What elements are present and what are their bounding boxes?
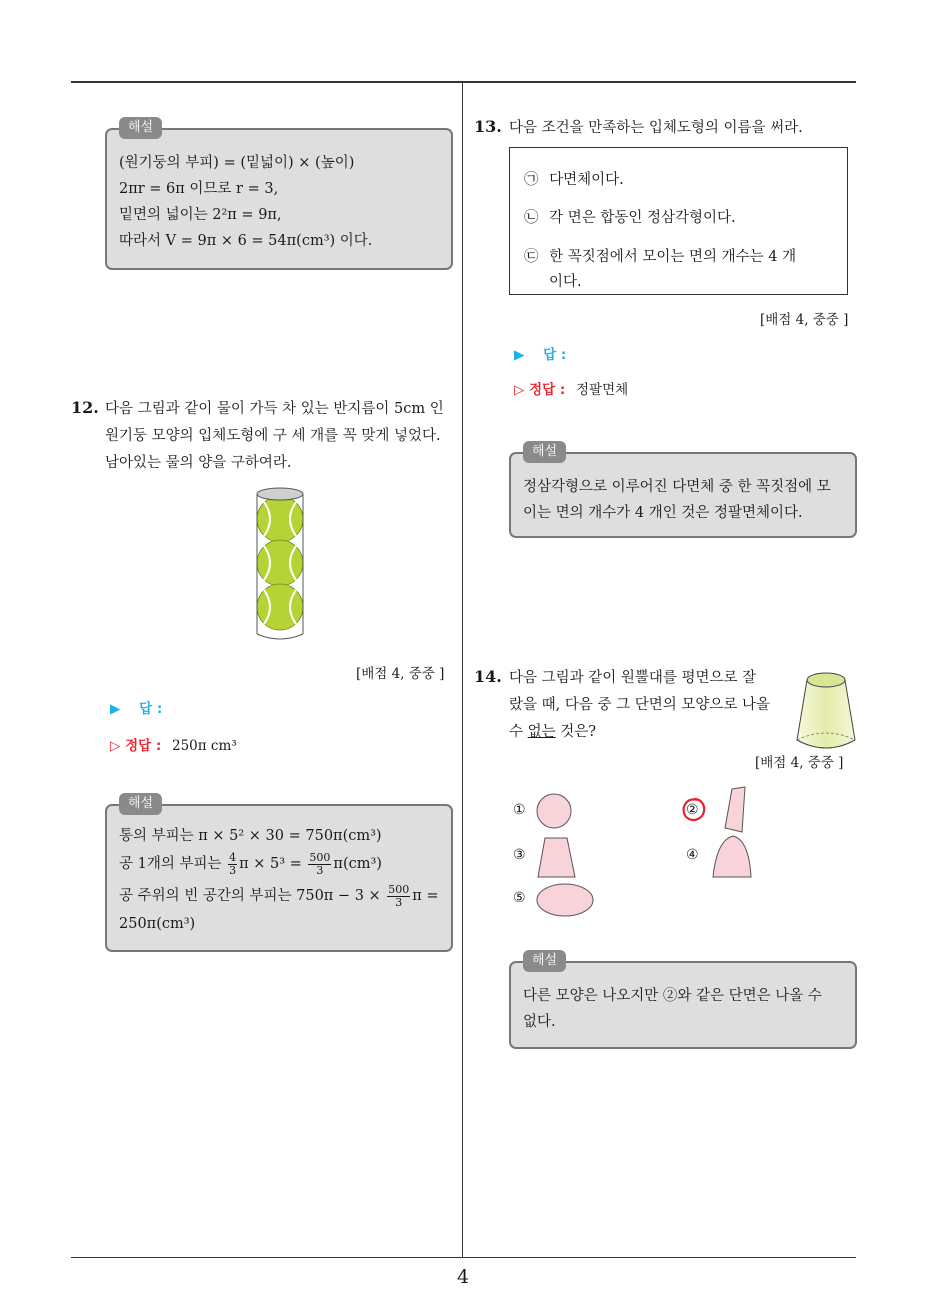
answer-label: 답 : <box>543 347 567 363</box>
option-1-circle-shape <box>535 792 575 832</box>
correct-marker-icon: ▷ <box>110 738 121 754</box>
exp-line: (원기둥의 부피) = (밑넓이) × (높이) <box>119 155 355 171</box>
option-3-trapezoid-shape <box>536 836 578 880</box>
emphasis-underline: 없는 <box>527 724 556 740</box>
correct-marker-icon: ▷ <box>514 382 525 398</box>
correct-label: 정답 : <box>529 382 566 398</box>
cylinder-with-balls-figure <box>250 482 312 644</box>
q14-line: 랐을 때, 다음 중 그 단면의 모양으로 나올 <box>509 697 770 713</box>
answer-marker-icon: ▶ <box>514 347 525 363</box>
question-13-number: 13. <box>474 117 502 136</box>
correct-label: 정답 : <box>125 738 162 754</box>
explanation-box-prev <box>105 120 453 270</box>
exp-line: 2πr = 6π 이므로 r = 3, <box>119 181 279 197</box>
top-rule <box>71 81 856 83</box>
fraction: $\frac{500}{3}$ <box>309 850 331 877</box>
q14-line: 수 없는 것은? <box>509 724 597 740</box>
option-3-label[interactable]: ③ <box>513 847 526 863</box>
q12-answer-row <box>110 697 162 717</box>
explanation-tag: 해설 <box>119 793 162 815</box>
option-2-slanted-shape <box>722 786 748 836</box>
exp-line-fraction: 공 주위의 빈 공간의 부피는 750π − 3 × $\frac{500}{3}$ π = <box>119 882 439 909</box>
condition-mark: ㉡ <box>524 210 539 226</box>
option-2-label[interactable]: ② <box>686 802 699 818</box>
condition-2: ㉡ 각 면은 합동인 정삼각형이다. <box>524 210 736 226</box>
exp-line: 밑면의 넓이는 2²π = 9π, <box>119 207 282 223</box>
option-5-ellipse-shape <box>535 882 597 920</box>
option-1-label[interactable]: ① <box>513 802 526 818</box>
column-divider <box>462 83 463 1257</box>
answer-label: 답 : <box>139 701 163 717</box>
correct-value: 정팔면체 <box>575 382 629 398</box>
q13-answer-row <box>514 343 566 363</box>
correct-value: 250π cm³ <box>171 738 237 754</box>
exp-line: 따라서 V = 9π × 6 = 54π(cm³) 이다. <box>119 233 373 249</box>
q12-line: 남아있는 물의 양을 구하여라. <box>105 455 292 471</box>
ball-3 <box>257 584 303 630</box>
option-4-arch-shape <box>711 834 753 880</box>
ball-2 <box>257 540 303 586</box>
q12-line: 다음 그림과 같이 물이 가득 차 있는 반지름이 5cm 인 <box>105 401 444 417</box>
q12-score: [배점 4, 중중 ] <box>356 666 445 682</box>
exp-line-fraction: 공 1개의 부피는 $\frac{4}{3}$ π × 5³ = $\frac{500}{3}$ π(cm³) <box>119 850 382 877</box>
fraction: $\frac{4}{3}$ <box>229 850 237 877</box>
question-12-number: 12. <box>71 398 99 417</box>
condition-mark: ㉠ <box>524 172 539 188</box>
option-4-label[interactable]: ④ <box>686 847 699 863</box>
q12-line: 원기둥 모양의 입체도형에 구 세 개를 꼭 맞게 넣었다. <box>105 428 441 444</box>
fraction: $\frac{500}{3}$ <box>388 882 410 909</box>
condition-3-cont: 이다. <box>549 274 582 290</box>
q14-score: [배점 4, 중중 ] <box>755 755 844 771</box>
condition-1: ㉠ 다면체이다. <box>524 172 624 188</box>
option-5-label[interactable]: ⑤ <box>513 890 526 906</box>
q13-score: [배점 4, 중중 ] <box>760 312 849 328</box>
answer-circle-mark <box>680 796 708 824</box>
explanation-box-q14 <box>509 953 857 1049</box>
exp-line: 없다. <box>523 1014 556 1030</box>
ball-1 <box>257 496 303 542</box>
page-number: 4 <box>456 1266 470 1288</box>
exp-line: 통의 부피는 π × 5² × 30 = 750π(cm³) <box>119 828 382 844</box>
question-12-text <box>105 396 457 477</box>
exp-line: 250π(cm³) <box>119 916 196 932</box>
exp-line: 정삼각형으로 이루어진 다면체 중 한 꼭짓점에 모 <box>523 479 831 495</box>
cylinder-lid <box>257 488 303 500</box>
answer-marker-icon: ▶ <box>110 701 121 717</box>
question-14-text <box>509 665 789 746</box>
explanation-tag: 해설 <box>523 441 566 463</box>
question-14-number: 14. <box>474 667 502 686</box>
q14-line: 다음 그림과 같이 원뿔대를 평면으로 잘 <box>509 670 757 686</box>
frustum-figure <box>793 666 859 756</box>
explanation-tag: 해설 <box>523 950 566 972</box>
explanation-box-q12 <box>105 796 453 952</box>
condition-mark: ㉢ <box>524 249 539 265</box>
exp-line: 다른 모양은 나오지만 ②와 같은 단면은 나올 수 <box>523 988 822 1004</box>
bottom-rule <box>71 1257 856 1258</box>
q12-correct-row <box>110 734 237 754</box>
condition-3: ㉢ 한 꼭짓점에서 모이는 면의 개수는 4 개 <box>524 249 797 265</box>
explanation-box-q13 <box>509 444 857 538</box>
question-13-text: 다음 조건을 만족하는 입체도형의 이름을 써라. <box>509 120 803 136</box>
exp-line: 이는 면의 개수가 4 개인 것은 정팔면체이다. <box>523 505 803 521</box>
explanation-tag: 해설 <box>119 117 162 139</box>
q13-correct-row <box>514 378 628 398</box>
